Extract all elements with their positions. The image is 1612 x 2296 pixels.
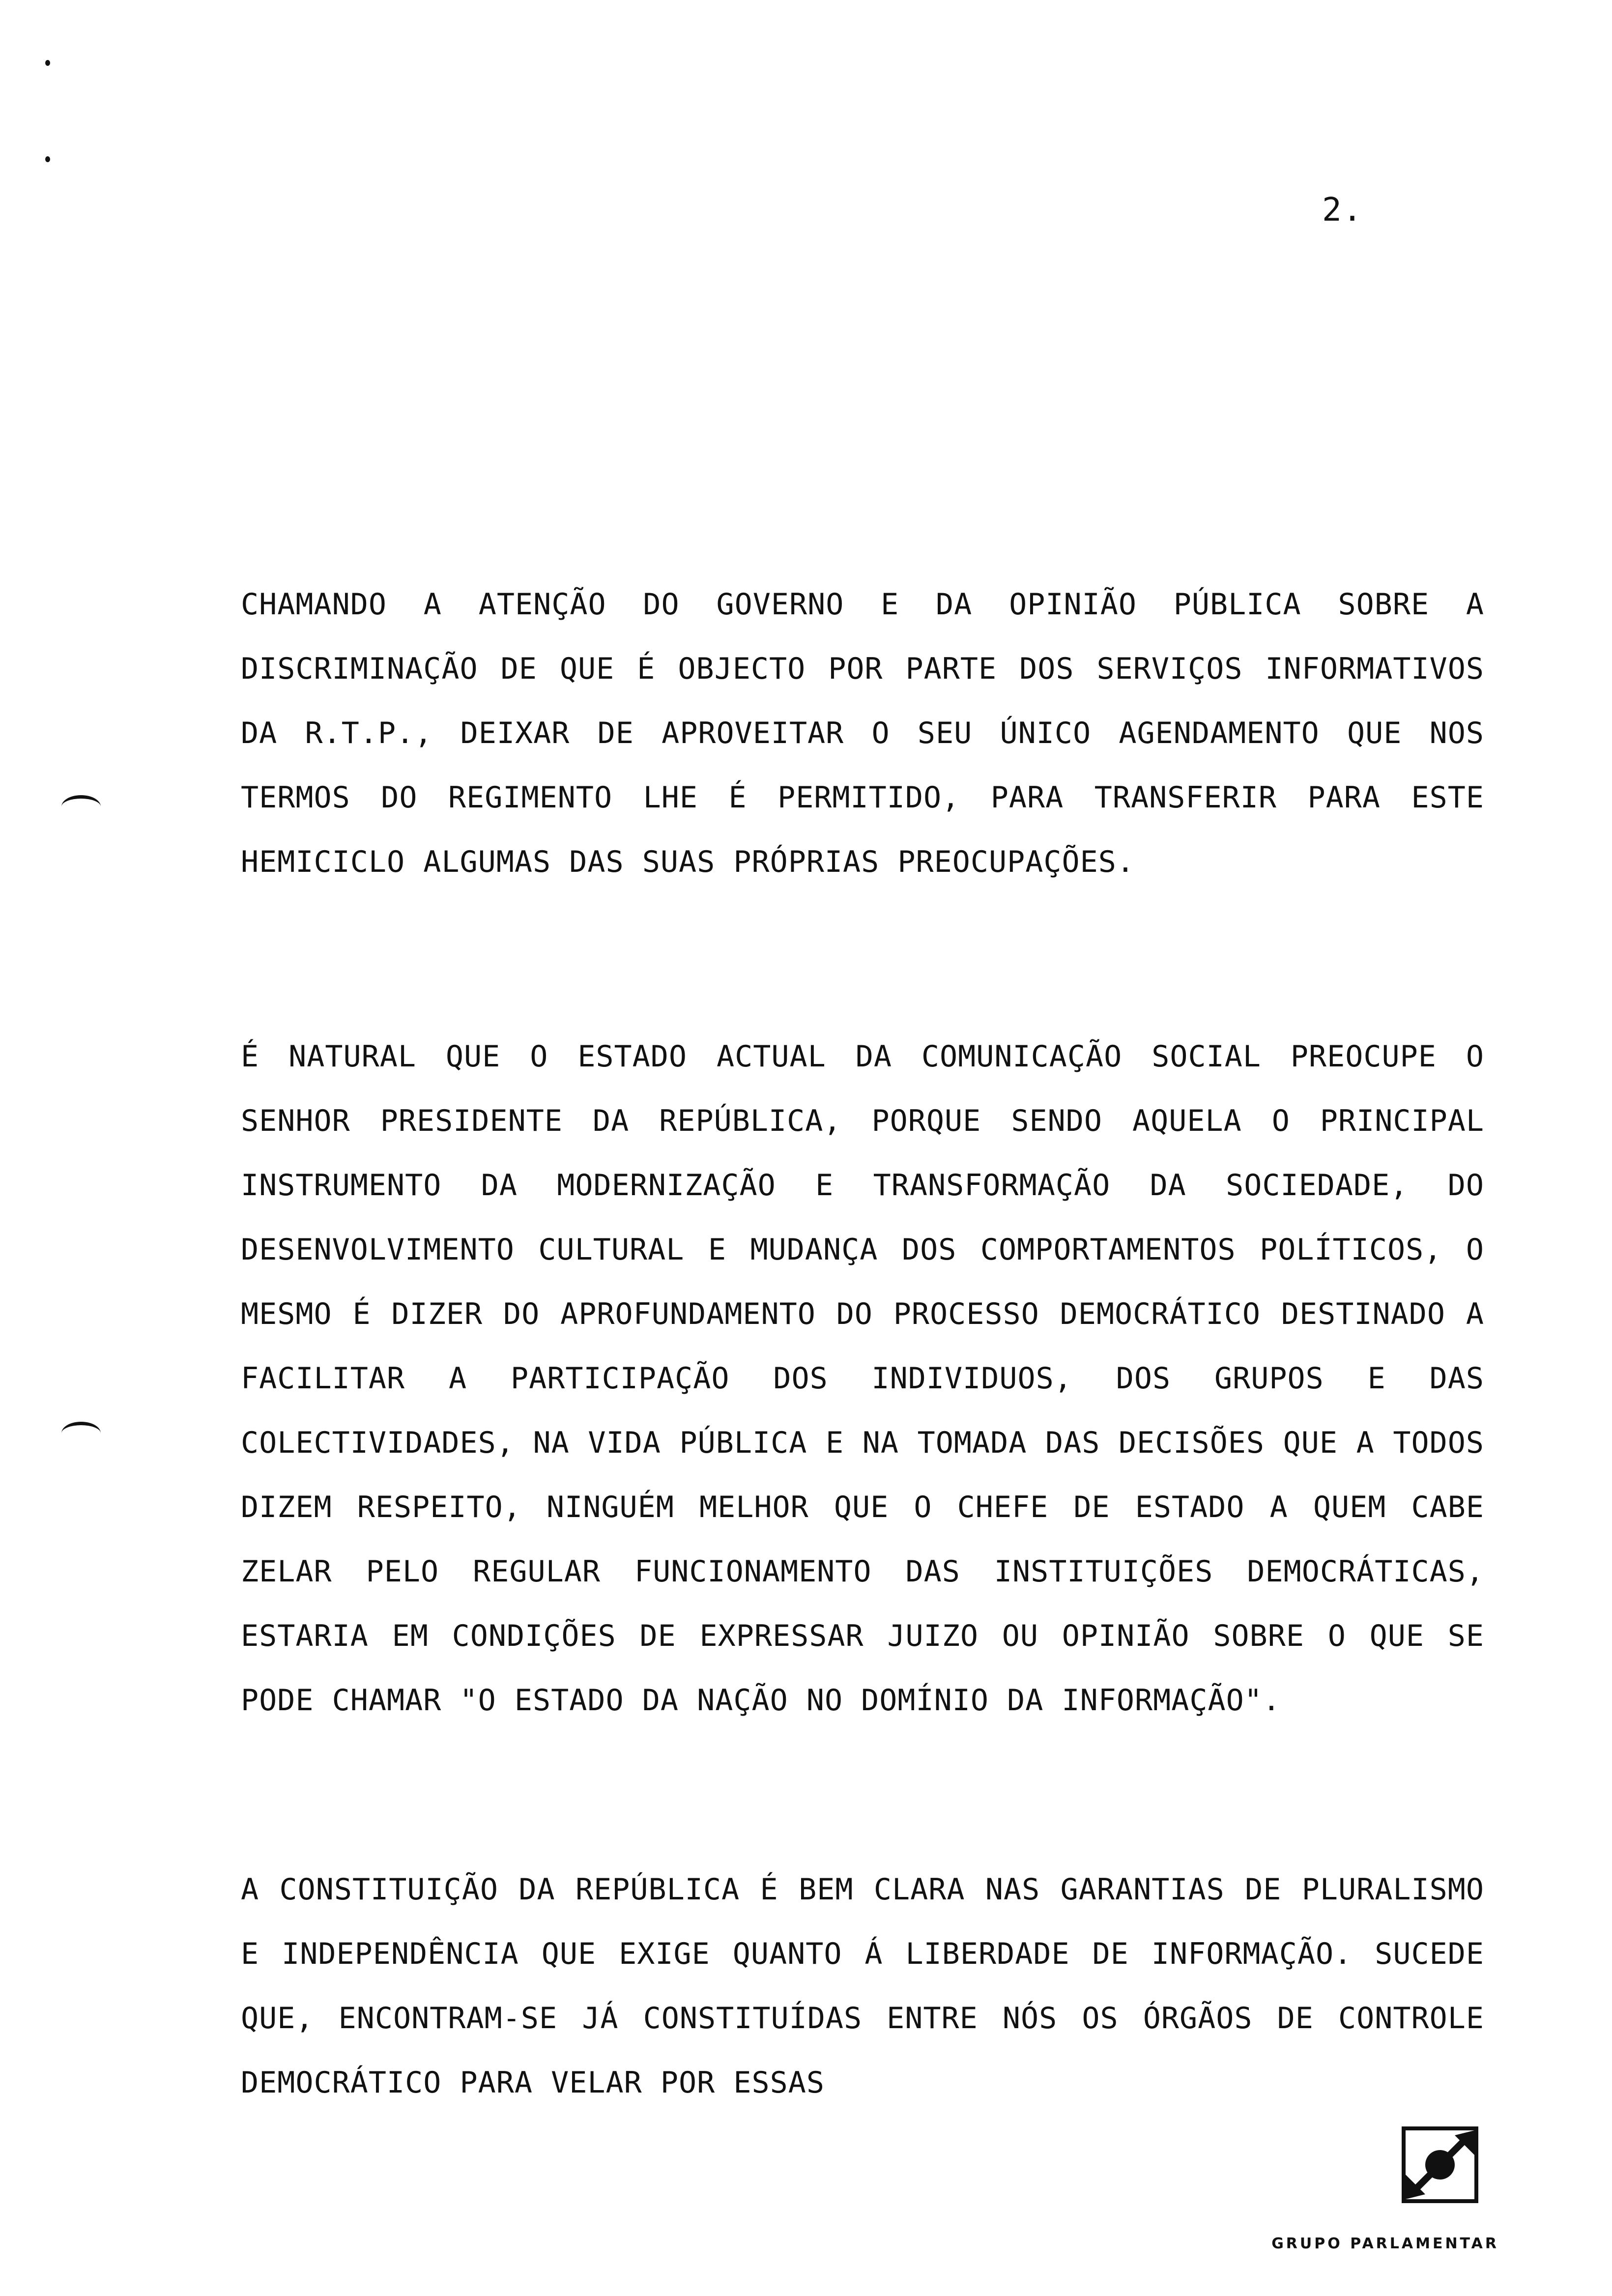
paragraph-2: É NATURAL QUE O ESTADO ACTUAL DA COMUNICAÇÃO SOCIAL PREOCUPE O SENHOR PRESIDENTE DA REPÚBLICA, PORQUE SENDO AQUELA O PRINCIPAL INSTRUMENTO DA MODERNIZAÇÃO E TRANSFORMAÇÃO DA SOCIEDADE, DO DESENVOLVIMENTO CULTURAL E MUDANÇA DOS COMPORTAMENTOS POLÍTICOS, O MESMO É DIZER DO APROFUNDAMENTO DO PROCESSO DEMOCRÁTICO DESTINADO A FACILITAR A PARTICIPAÇÃO DOS INDIVIDUOS, DOS GRUPOS E DAS COLECTIVIDADES, NA VIDA PÚBLICA E NA TOMADA DAS DECISÕES QUE A TODOS DIZEM RESPEITO, NINGUÉM MELHOR QUE O CHEFE DE ESTADO A QUEM CABE ZELAR PELO REGULAR FUNCIONAMENTO DAS INSTITUIÇÕES DEMOCRÁTICAS, ESTARIA EM CONDIÇÕES DE EXPRESSAR JUIZO OU OPINIÃO SOBRE O QUE SE PODE CHAMAR "O ESTADO DA NAÇÃO NO DOMÍNIO DA INFORMAÇÃO". bbox=[241, 1039, 1484, 1718]
paragraph-1: CHAMANDO A ATENÇÃO DO GOVERNO E DA OPINIÃO PÚBLICA SOBRE A DISCRIMINAÇÃO DE QUE É OBJECTO POR PARTE DOS SERVIÇOS INFORMATIVOS DA R.T.P., DEIXAR DE APROVEITAR O SEU ÚNICO AGENDAMENTO QUE NOS TERMOS DO REGIMENTO LHE É PERMITIDO, PARA TRANSFERIR PARA ESTE HEMICICLO ALGUMAS DAS SUAS PRÓPRIAS PREOCUPAÇÕES. bbox=[241, 587, 1484, 879]
margin-punch-mark bbox=[61, 795, 101, 818]
scan-speck bbox=[45, 156, 50, 162]
margin-punch-mark bbox=[61, 1422, 101, 1445]
page-number: 2. bbox=[1322, 191, 1363, 229]
logo-caption: GRUPO PARLAMENTAR bbox=[1271, 2235, 1499, 2252]
paragraph-3: A CONSTITUIÇÃO DA REPÚBLICA É BEM CLARA NAS GARANTIAS DE PLURALISMO E INDEPENDÊNCIA QUE EXIGE QUANTO Á LIBERDADE DE INFORMAÇÃO. SUCEDE QUE, ENCONTRAM-SE JÁ CONSTITUÍDAS ENTRE NÓS OS ÓRGÃOS DE CONTROLE DEMOCRÁTICO PARA VELAR POR ESSAS bbox=[241, 1872, 1484, 2100]
scan-speck bbox=[45, 60, 50, 66]
grupo-parlamentar-logo-icon bbox=[1401, 2125, 1479, 2204]
